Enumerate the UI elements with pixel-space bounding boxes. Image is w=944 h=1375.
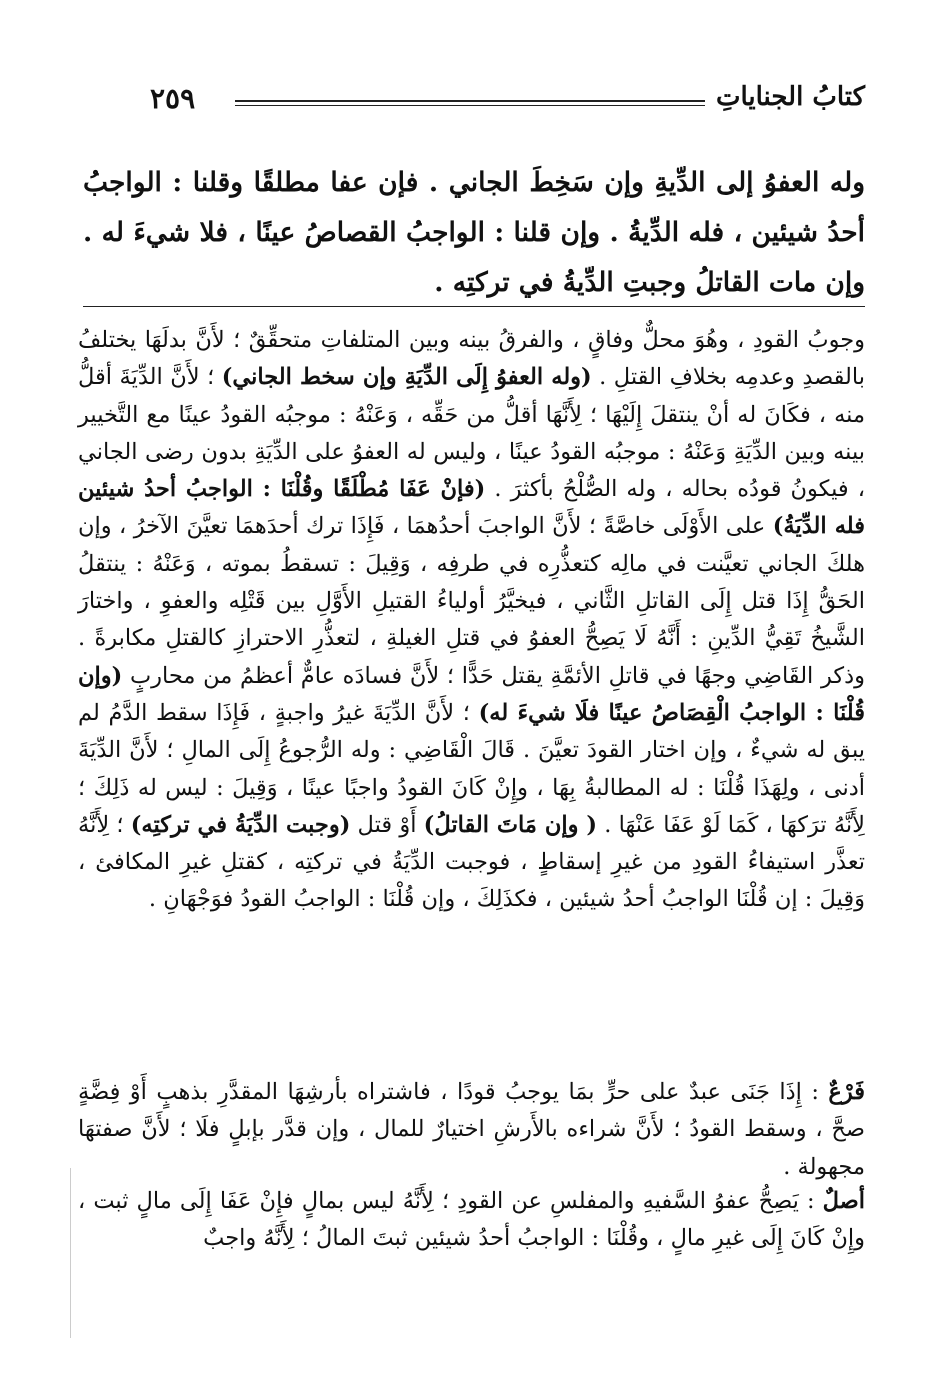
commentary-paragraph-1-text (78, 322, 865, 919)
header-rule (235, 100, 705, 106)
commentary-paragraph-3-text (78, 1183, 865, 1258)
commentary-text: ؛ لِأَنَّهُ تعذَّر استيفاءُ القودِ من غيرِ إسقاطٍ ، فوجبت الدِّيَةُ في تركتِه ، كقتلِ غيرِ المكافئ ، وَقِيلَ : إن قُلْنَا الواجبُ أحدُ شيئين ، فكذَلِكَ ، وإن قُلْنَا : الواجبُ القودُ فوَجْهَانِ . (78, 811, 865, 913)
commentary-paragraph-3 (78, 1183, 865, 1258)
matn-quote: (وله العفوُ إِلَى الدِّيَةِ وإن سخط الجاني) (221, 364, 592, 391)
page-header (150, 82, 865, 122)
matn-quote: (فإنْ عَفَا مُطْلَقًا وقُلْنَا : الواجبُ أحدُ شيئين فله الدِّيَةُ) (78, 476, 865, 540)
running-title: كتابُ الجناياتِ (715, 82, 865, 112)
commentary-text: أَوْ قتل (350, 811, 424, 838)
matn-quote: أصلٌ (822, 1188, 865, 1214)
matn-quote: (وإن قُلْنَا : الواجبُ الْقِصَاصُ عينًا فلَا شيءَ له) (78, 662, 865, 726)
commentary-text: على الأَوْلَى خاصَّةً ؛ لأَنَّ الواجبَ أحدُهمَا ، فَإِذَا ترك أحدَهمَا تعيَّنَ الآخرُ ، وإن هلكَ الجاني تعيَّنت في مالِه كتعذُّرِه في طرفِه ، وَقِيلَ : تسقطُ بموته ، وَعَنْهُ : ينتقلُ الحَقُّ إِذَا قتل إِلَى القاتلِ الثَّاني ، فيخيَّرُ أولياءُ القتيلِ الأَوَّلِ بين قَتْلِه والعفوِ ، واختارَ الشَّيخُ تَقِيُّ الدِّينِ : أَنَّهُ لَا يَصِحُّ العفوُ في قتلِ الغيلةِ ، لتعذُّرِ الاحترازِ كالقتلِ مكابرةً . وذكر القَاضِي وجهًا في قاتلِ الأئمَّةِ يقتل حَدًّا ؛ لأَنَّ فسادَه عامٌّ أعظمُ من محاربٍ (78, 513, 865, 689)
commentary-text: وجوبُ القودِ ، وهُوَ محلٌّ وفاقٍ ، والفرقُ بينه وبين المتلفاتِ متحقِّقٌ ؛ لأَنَّ بدلَهَا يختلفُ بالقصدِ وعدمِه بخلافِ القتلِ . (78, 327, 865, 391)
matn-separator-rule (83, 306, 865, 307)
page-number: ٢٥٩ (150, 82, 196, 115)
matn-text: وله العفوُ إلى الدِّيةِ وإن سَخِطَ الجاني . فإن عفا مطلقًا وقلنا : الواجبُ أحدُ شيئين ، فله الدِّيةُ . وإن قلنا : الواجبُ القصاصُ عينًا ، فلا شيءَ له . وإن مات القاتلُ وجبتِ الدِّيةُ في تركتِه . (83, 167, 865, 298)
commentary-text: ؛ لأَنَّ الدِّيَةَ أقلُّ منه ، فكَانَ له أنْ ينتقلَ إِلَيْهَا ؛ لِأَنَّهَا أقلُّ من حَقِّه ، وَعَنْهُ : موجبُه القودُ عينًا مع التَّخيير بينه وبين الدِّيَةِ وَعَنْهُ : موجبُه القودُ عينًا ، وليس له العفوُ على الدِّيَةِ بدون رضى الجاني ، فيكونُ قودُه بحاله ، وله الصُّلْحُ بأكثرَ . (78, 364, 865, 503)
commentary-text: : إِذَا جَنَى عبدٌ على حرٍّ بمَا يوجبُ قودًا ، فاشتراه بأرشِهَا المقدَّرِ بذهبٍ أَوْ فِضَّةٍ صحَّ ، وسقط القودُ ؛ لأَنَّ شراءه بالأَرشِ اختيارٌ للمال ، وإن قدَّر بإبلٍ فلَا ؛ لأَنَّ صفتهَا مجهولة . (78, 1079, 865, 1180)
margin-line (70, 1168, 71, 1338)
commentary-paragraph-2 (78, 1074, 865, 1186)
matn-quote: (وجبت الدِّيَةُ في تركتِه) (130, 811, 351, 838)
commentary-paragraph-2-text (78, 1074, 865, 1186)
matn-quote: فَرْعٌ (828, 1079, 865, 1105)
commentary-text: : يَصِحُّ عفوُ السَّفيهِ والمفلسِ عن القودِ ؛ لِأَنَّهُ ليس بمالٍ فإِنْ عَفَا إِلَى مالٍ ثبت ، وإِنْ كَانَ إِلَى غيرِ مالٍ ، وقُلْنَا : الواجبُ أحدُ شيئين ثبتَ المالُ ؛ لِأَنَّهُ واجبٌ (78, 1188, 865, 1252)
commentary-text: ؛ لأَنَّ الدِّيَةَ غيرُ واجبةٍ ، فَإِذَا سقط الدَّمُ لم يبق له شيءٌ ، وإن اختار القودَ تعيَّنَ . قَالَ الْقَاضِي : وله الرُّجوعُ إِلَى المالِ ؛ لأَنَّ الدِّيَةَ أدنى ، ولِهَذَا قُلْنَا : له المطالبةُ بِهَا ، وإِنْ كَانَ القودُ واجبًا عينًا ، وَقِيلَ : ليس له ذَلِكَ ؛ لِأَنَّهُ ترَكهَا ، كَمَا لَوْ عَفَا عَنْهَا . (78, 699, 865, 838)
matn-quote: ( وإن مَاتَ القاتلُ) (423, 811, 597, 838)
commentary-paragraph-1 (78, 322, 865, 919)
